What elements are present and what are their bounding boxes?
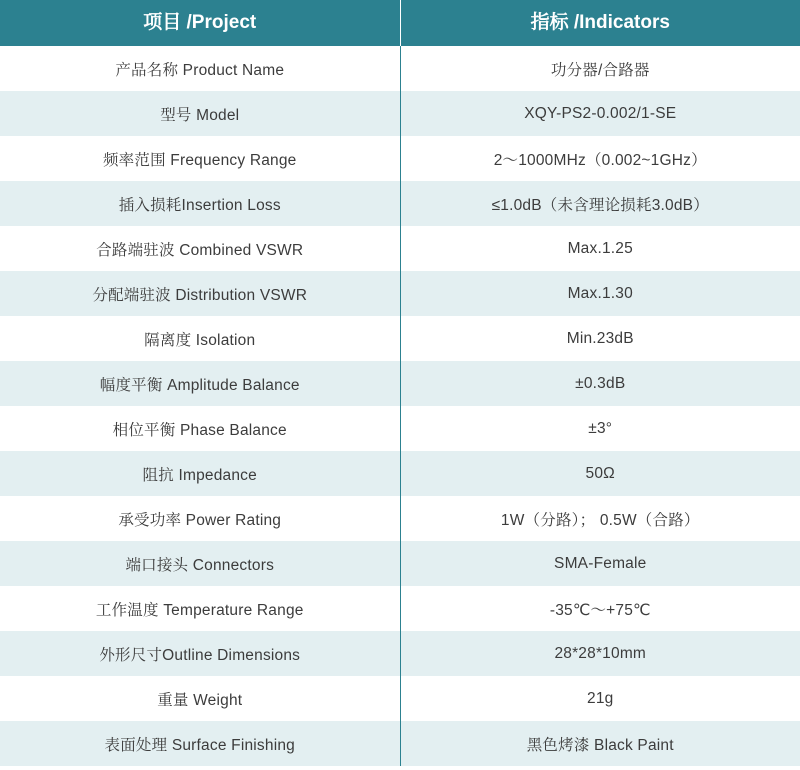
cell-project: 重量 Weight — [0, 676, 400, 721]
cell-indicator: 1W（分路）； 0.5W（合路） — [400, 496, 800, 541]
cell-project: 插入损耗Insertion Loss — [0, 181, 400, 226]
table-row — [0, 181, 800, 226]
cell-project: 外形尺寸Outline Dimensions — [0, 631, 400, 676]
cell-indicator: -35℃～+75℃ — [400, 586, 800, 631]
cell-project: 产品名称 Product Name — [0, 46, 400, 91]
cell-indicator: 50Ω — [400, 451, 800, 496]
cell-indicator: XQY-PS2-0.002/1-SE — [400, 91, 800, 136]
cell-indicator: ±0.3dB — [400, 361, 800, 406]
table-row — [0, 316, 800, 361]
cell-indicator: 28*28*10mm — [400, 631, 800, 676]
cell-project: 隔离度 Isolation — [0, 316, 400, 361]
table-row — [0, 226, 800, 271]
cell-project: 频率范围 Frequency Range — [0, 136, 400, 181]
cell-indicator: Max.1.30 — [400, 271, 800, 316]
table-header-row — [0, 0, 800, 46]
cell-project: 表面处理 Surface Finishing — [0, 721, 400, 766]
cell-project: 工作温度 Temperature Range — [0, 586, 400, 631]
cell-project: 型号 Model — [0, 91, 400, 136]
table-row — [0, 136, 800, 181]
cell-project: 承受功率 Power Rating — [0, 496, 400, 541]
table-row — [0, 541, 800, 586]
cell-project: 分配端驻波 Distribution VSWR — [0, 271, 400, 316]
cell-indicator: Min.23dB — [400, 316, 800, 361]
cell-indicator: Max.1.25 — [400, 226, 800, 271]
table-row — [0, 46, 800, 91]
cell-project: 端口接头 Connectors — [0, 541, 400, 586]
table-row — [0, 721, 800, 766]
cell-indicator: 功分器/合路器 — [400, 46, 800, 91]
table-body — [0, 46, 800, 766]
table-row — [0, 496, 800, 541]
table-row — [0, 271, 800, 316]
table-row — [0, 676, 800, 721]
cell-indicator: 黑色烤漆 Black Paint — [400, 721, 800, 766]
table-header — [0, 0, 800, 46]
table-row — [0, 406, 800, 451]
column-header-project: 项目 /Project — [0, 0, 400, 46]
column-header-indicators: 指标 /Indicators — [400, 0, 800, 46]
cell-indicator: ±3° — [400, 406, 800, 451]
table-row — [0, 91, 800, 136]
cell-indicator: SMA-Female — [400, 541, 800, 586]
table-row — [0, 451, 800, 496]
cell-project: 阻抗 Impedance — [0, 451, 400, 496]
cell-indicator: ≤1.0dB（未含理论损耗3.0dB） — [400, 181, 800, 226]
table-row — [0, 586, 800, 631]
table-row — [0, 361, 800, 406]
cell-indicator: 21g — [400, 676, 800, 721]
cell-indicator: 2～1000MHz（0.002~1GHz） — [400, 136, 800, 181]
table-row — [0, 631, 800, 676]
cell-project: 合路端驻波 Combined VSWR — [0, 226, 400, 271]
cell-project: 幅度平衡 Amplitude Balance — [0, 361, 400, 406]
cell-project: 相位平衡 Phase Balance — [0, 406, 400, 451]
